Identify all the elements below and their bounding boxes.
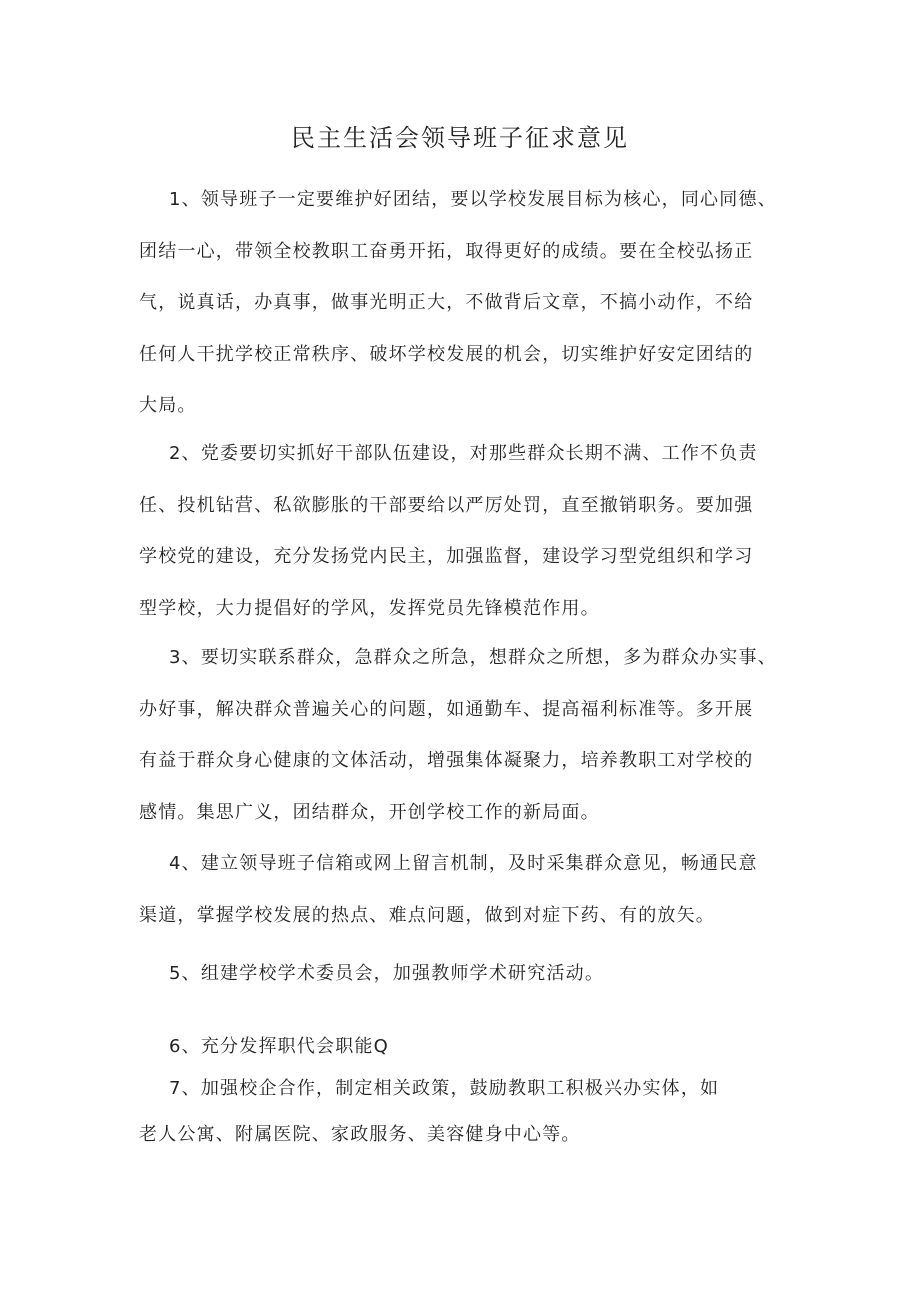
- paragraph-line: 团结一心，带领全校教职工奋勇开拓，取得更好的成绩。要在全校弘扬正: [139, 240, 754, 262]
- paragraph-line: 老人公寓、附属医院、家政服务、美容健身中心等。: [139, 1124, 581, 1145]
- paragraph-2: [139, 428, 799, 634]
- page-title: 民主生活会领导班子征求意见: [291, 124, 629, 152]
- paragraph-line: 感情。集思广义，团结群众，开创学校工作的新局面。: [139, 801, 600, 823]
- paragraph-line: 3、要切实联系群众，急群众之所急，想群众之所想，多为群众办实事、: [169, 647, 777, 668]
- paragraph-line: 有益于群众身心健康的文体活动，增强集体凝聚力，培养教职工对学校的: [139, 750, 754, 771]
- paragraph-line: 1、领导班子一定要维护好团结，要以学校发展目标为核心，同心同德、: [169, 189, 777, 210]
- paragraph-7: [139, 1066, 799, 1158]
- paragraph-1: [139, 174, 799, 432]
- paragraph-line: 型学校，大力提倡好的学风，发挥党员先锋模范作用。: [139, 597, 600, 619]
- paragraph-line: 6、充分发挥职代会职能Q: [169, 1036, 390, 1057]
- paragraph-4: [139, 838, 799, 941]
- paragraph-6: [139, 1029, 799, 1065]
- paragraph-line: 任、投机钻营、私欲膨胀的干部要给以严厉处罚，直至撤销职务。要加强: [139, 494, 754, 516]
- paragraph-line: 大局。: [139, 395, 197, 416]
- paragraph-line: 气，说真话，办真事，做事光明正大，不做背后文章，不搞小动作，不给: [139, 292, 754, 313]
- paragraph-3: [139, 632, 799, 838]
- paragraph-line: 任何人干扰学校正常秩序、破坏学校发展的机会，切实维护好安定团结的: [139, 343, 754, 365]
- paragraph-line: 4、建立领导班子信箱或网上留言机制，及时采集群众意见，畅通民意: [169, 853, 758, 874]
- paragraph-line: 办好事，解决群众普遍关心的问题，如通勤车、提高福利标准等。多开展: [139, 698, 754, 720]
- paragraph-line: 5、组建学校学术委员会，加强教师学术研究活动。: [169, 963, 605, 984]
- paragraph-line: 渠道，掌握学校发展的热点、难点问题，做到对症下药、有的放矢。: [139, 904, 715, 926]
- paragraph-line: 学校党的建设，充分发扬党内民主，加强监督，建设学习型党组织和学习: [139, 546, 754, 567]
- paragraph-line: 2、党委要切实抓好干部队伍建设，对那些群众长期不满、工作不负责: [169, 443, 758, 464]
- paragraph-5: [139, 948, 799, 1000]
- paragraph-line: 7、加强校企合作，制定相关政策，鼓励教职工积极兴办实体，如: [169, 1078, 720, 1099]
